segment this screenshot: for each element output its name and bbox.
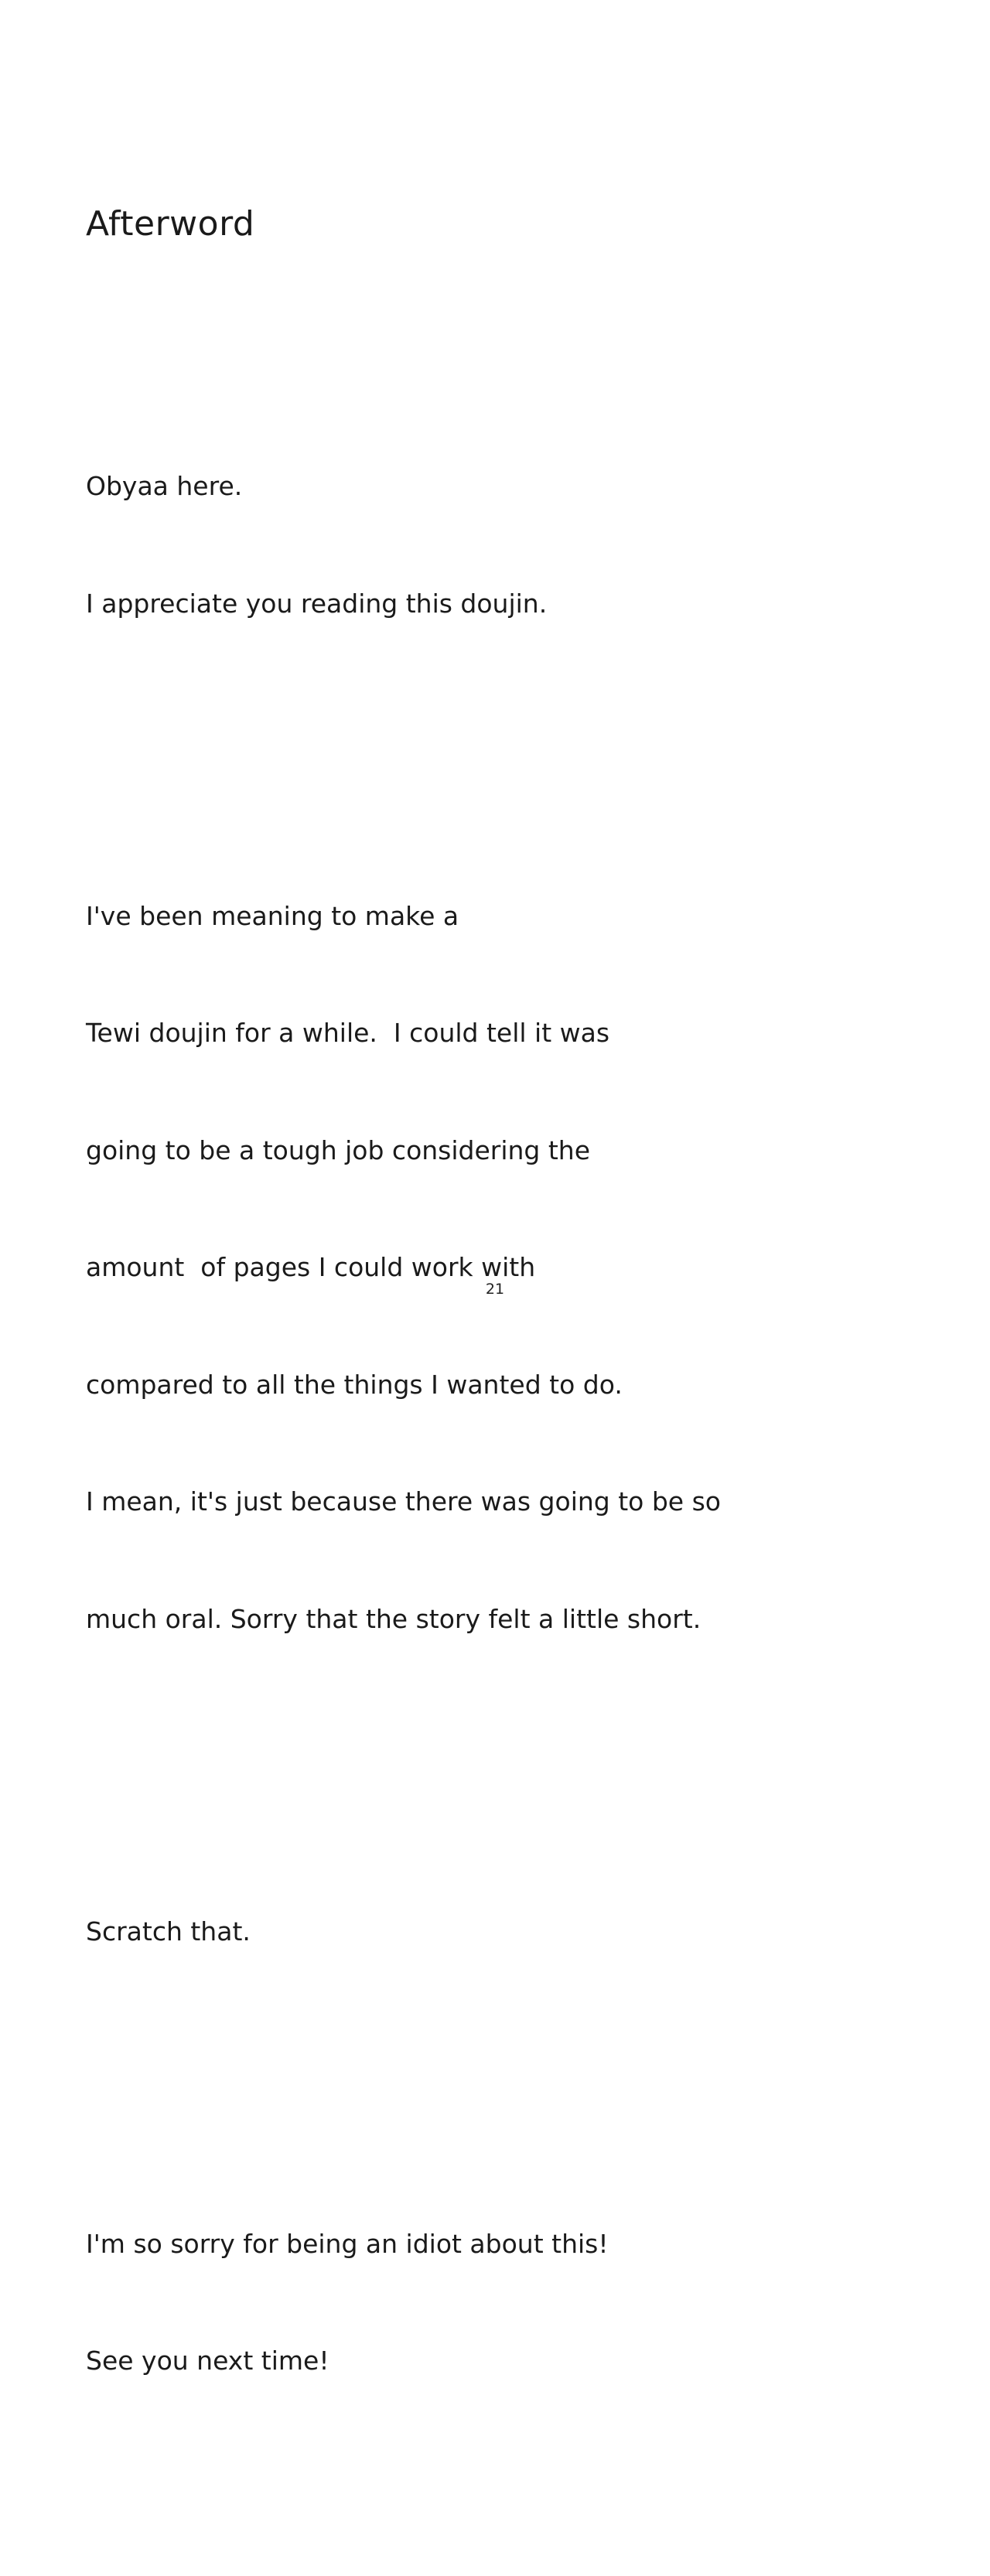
- text-line: See you next time!: [86, 2346, 329, 2376]
- text-line: I've been meaning to make a: [86, 900, 459, 931]
- paragraph-closing: [86, 2147, 937, 2459]
- paragraph-greeting: [86, 389, 937, 701]
- text-line: compared to all the things I wanted to do.: [86, 1369, 623, 1400]
- text-line: Tewi doujin for a while. I could tell it was: [86, 1018, 610, 1048]
- page-title: Afterword: [86, 204, 255, 244]
- text-line: I appreciate you reading this doujin.: [86, 588, 548, 619]
- text-line: Obyaa here.: [86, 471, 243, 501]
- text-line: I'm so sorry for being an idiot about this!: [86, 2228, 609, 2259]
- page-number: 21: [485, 1281, 505, 1298]
- text-line: much oral. Sorry that the story felt a little short.: [86, 1603, 702, 1634]
- text-line: I mean, it's just because there was going to be so: [86, 1486, 721, 1517]
- paragraph-story: [86, 819, 937, 1718]
- text-line: Scratch that.: [86, 1916, 251, 1947]
- afterword-body: [86, 311, 937, 2576]
- text-line: going to be a tough job considering the: [86, 1134, 591, 1165]
- text-line: amount of pages I could work with: [86, 1252, 536, 1282]
- paragraph-scratch: [86, 1834, 937, 2030]
